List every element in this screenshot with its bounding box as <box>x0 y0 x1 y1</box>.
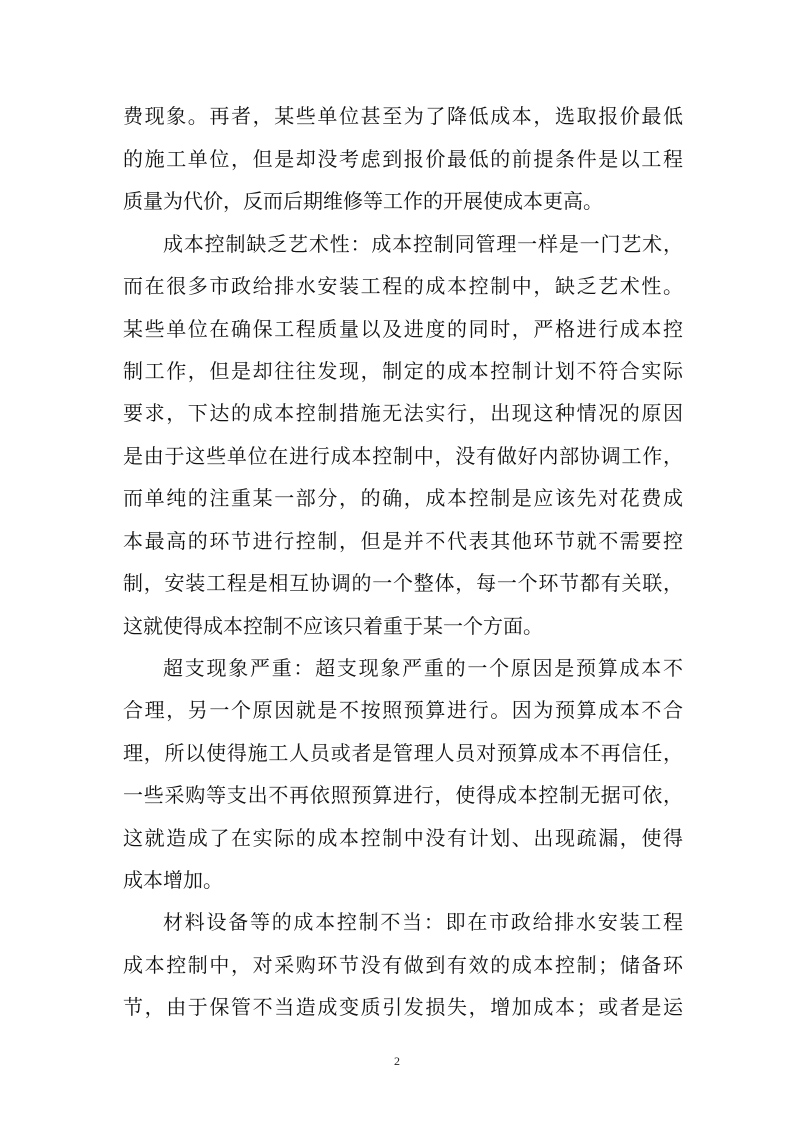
paragraph-2-line-7: 而单纯的注重某一部分，的确，成本控制是应该先对花费成 <box>123 486 683 510</box>
paragraph-2-line-3: 某些单位在确保工程质量以及进度的同时，严格进行成本控 <box>123 317 683 341</box>
paragraph-2-line-8: 本最高的环节进行控制，但是并不代表其他环节就不需要控 <box>123 529 683 553</box>
paragraph-3-line-1: 超支现象严重：超支现象严重的一个原因是预算成本不 <box>163 656 683 680</box>
page-number: 2 <box>394 1054 400 1068</box>
paragraph-3-line-2: 合理，另一个原因就是不按照预算进行。因为预算成本不合 <box>123 698 683 722</box>
paragraph-3-line-4: 一些采购等支出不再依照预算进行，使得成本控制无据可依， <box>123 783 683 807</box>
paragraph-1-line-3: 质量为代价，反而后期维修等工作的开展使成本更高。 <box>123 189 603 213</box>
paragraph-2-line-1: 成本控制缺乏艺术性：成本控制同管理一样是一门艺术， <box>163 232 683 256</box>
paragraph-1-line-1: 费现象。再者，某些单位甚至为了降低成本，选取报价最低 <box>123 104 683 128</box>
paragraph-4-line-2: 成本控制中，对采购环节没有做到有效的成本控制；储备环 <box>123 953 683 977</box>
paragraph-2-line-5: 要求，下达的成本控制措施无法实行，出现这种情况的原因 <box>123 401 683 425</box>
paragraph-4-line-1: 材料设备等的成本控制不当：即在市政给排水安装工程 <box>163 910 683 934</box>
paragraph-2-line-9: 制，安装工程是相互协调的一个整体，每一个环节都有关联， <box>123 571 683 595</box>
paragraph-2-line-2: 而在很多市政给排水安装工程的成本控制中，缺乏艺术性。 <box>123 274 683 298</box>
paragraph-3-line-5: 这就造成了在实际的成本控制中没有计划、出现疏漏，使得 <box>123 826 683 850</box>
paragraph-3-line-6: 成本增加。 <box>123 868 223 892</box>
paragraph-2-line-4: 制工作，但是却往往发现，制定的成本控制计划不符合实际 <box>123 359 683 383</box>
paragraph-2-line-10: 这就使得成本控制不应该只着重于某一个方面。 <box>123 614 543 638</box>
paragraph-1-line-2: 的施工单位，但是却没考虑到报价最低的前提条件是以工程 <box>123 147 683 171</box>
paragraph-4-line-3: 节，由于保管不当造成变质引发损失，增加成本；或者是运 <box>123 995 683 1019</box>
paragraph-3-line-3: 理，所以使得施工人员或者是管理人员对预算成本不再信任， <box>123 741 683 765</box>
paragraph-2-line-6: 是由于这些单位在进行成本控制中，没有做好内部协调工作， <box>123 444 683 468</box>
